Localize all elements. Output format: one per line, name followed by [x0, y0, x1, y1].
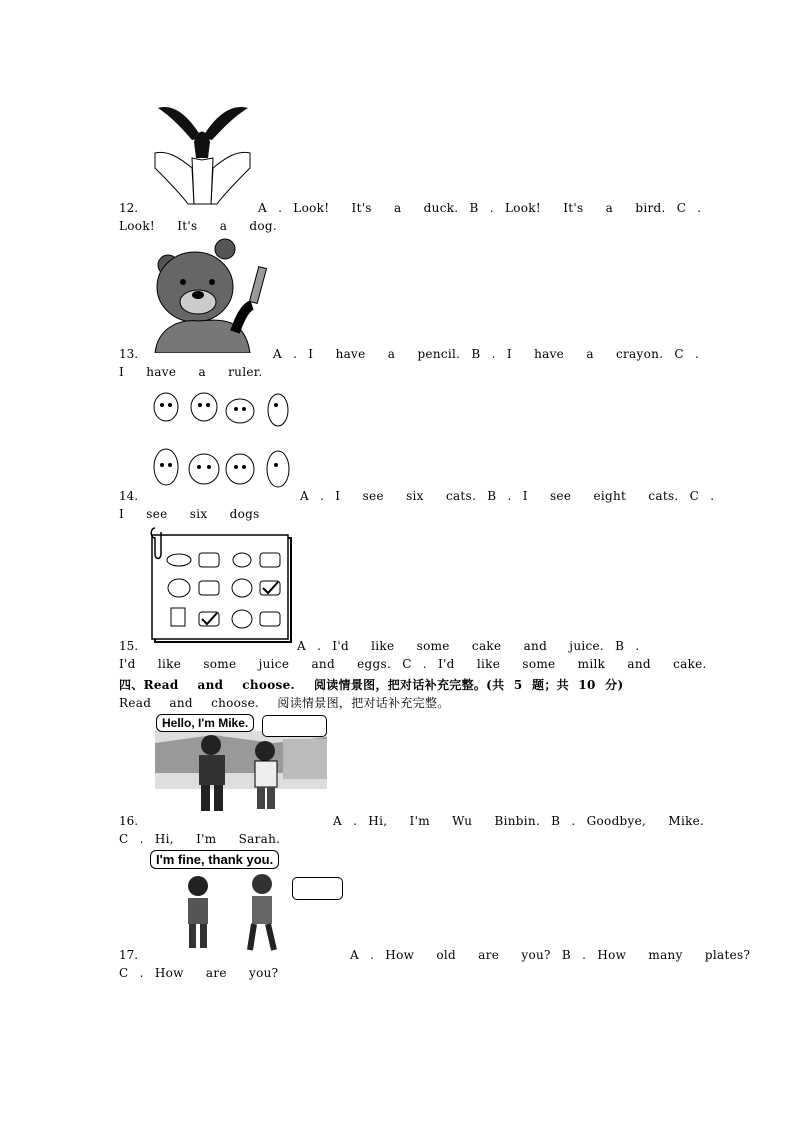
question-12-number: 12.: [119, 201, 139, 215]
question-16-options: A . Hi, I'm Wu Binbin. B . Goodbye, Mike.: [333, 814, 705, 828]
question-12-options: A . Look! It's a duck. B . Look! It's a bird. C .: [258, 201, 702, 215]
question-16-number: 16.: [119, 814, 139, 828]
question-13-options: A . I have a pencil. B . I have a crayon. C .: [273, 347, 700, 361]
question-12-options-continued: Look! It's a dog.: [119, 219, 277, 233]
question-14-number: 14.: [119, 489, 139, 503]
question-17-options-continued: C . How are you?: [119, 966, 279, 980]
question-17-options: A . How old are you? B . How many plates?: [350, 948, 751, 962]
question-16-options-continued: C . Hi, I'm Sarah.: [119, 832, 281, 846]
question-13-options-continued: I have a ruler.: [119, 365, 263, 379]
answer-speech-bubble: [262, 715, 327, 737]
section-4-heading: 四、Read and choose. 阅读情景图，把对话补充完整。(共 5 题；共 10 分): [119, 678, 624, 692]
question-15-number: 15.: [119, 639, 139, 653]
question-15-options-continued: I'd like some juice and eggs. C . I'd like some milk and cake.: [119, 657, 707, 671]
question-15-options: A . I'd like some cake and juice. B .: [297, 639, 640, 653]
question-14-options: A . I see six cats. B . I see eight cats. C .: [300, 489, 715, 503]
question-14-options-continued: I see six dogs: [119, 507, 260, 521]
question-17-number: 17.: [119, 948, 139, 962]
bear-with-crayon-image: [150, 237, 272, 353]
answer-speech-bubble-2: [292, 877, 343, 900]
mike-speech-bubble: Hello, I'm Mike.: [156, 714, 254, 732]
section-4-instruction: Read and choose. 阅读情景图，把对话补充完整。: [119, 696, 450, 710]
girl-speech-bubble: I'm fine, thank you.: [150, 850, 279, 869]
question-13-number: 13.: [119, 347, 139, 361]
food-checklist-image: [147, 524, 295, 646]
cats-and-dogs-image: [148, 385, 298, 497]
hand-shadow-bird-image: [150, 98, 255, 206]
